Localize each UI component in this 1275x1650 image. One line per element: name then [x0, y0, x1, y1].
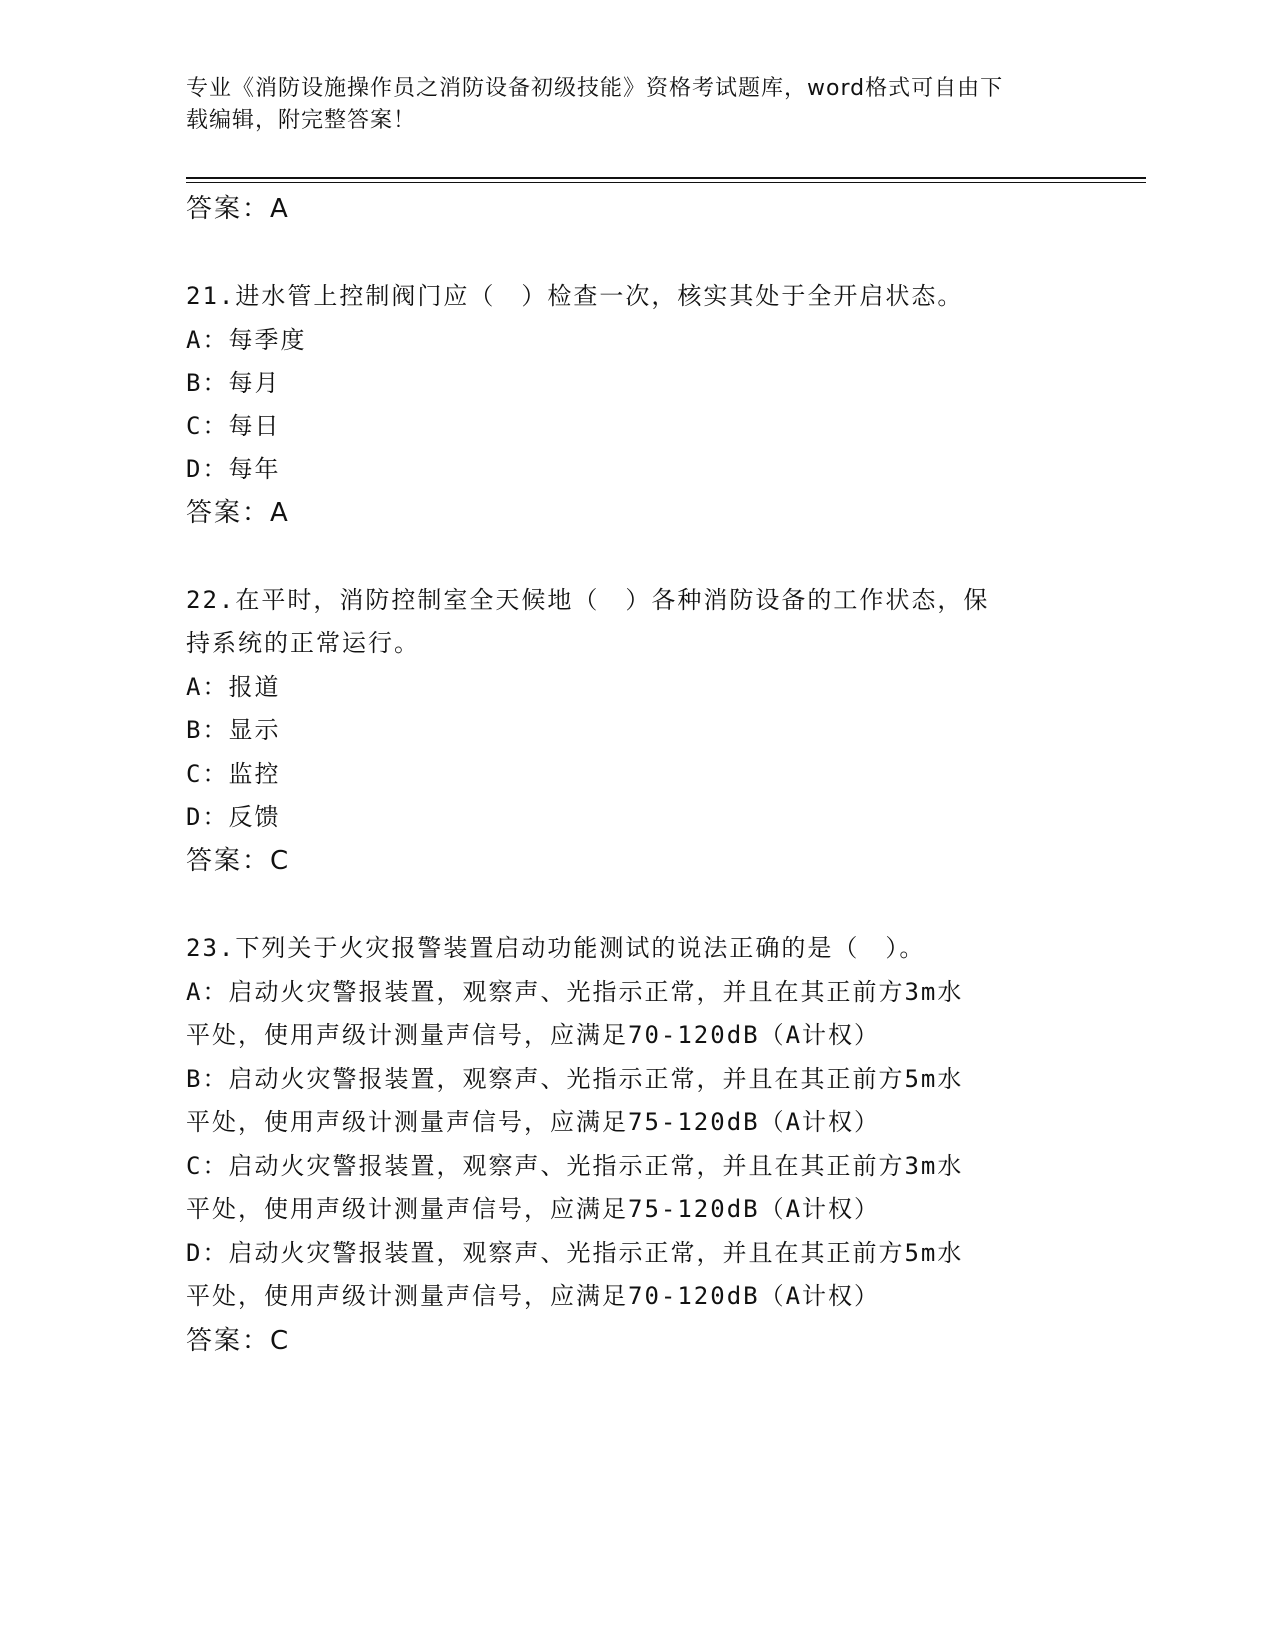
question-21-option-b: B：每月 [186, 369, 281, 397]
question-21-option-d: D：每年 [186, 455, 281, 483]
question-21-stem: 21.进水管上控制阀门应（ ）检查一次，核实其处于全开启状态。 [186, 282, 964, 310]
header-line-1: 专业《消防设施操作员之消防设备初级技能》资格考试题库，word格式可自由下 [186, 76, 1004, 101]
header-rule-thick [186, 177, 1146, 179]
question-23-option-d-line-1: D：启动火灾警报装置，观察声、光指示正常，并且在其正前方5m水 [186, 1239, 964, 1267]
header-line-2: 载编辑，附完整答案！ [186, 108, 417, 133]
question-21-option-c: C：每日 [186, 412, 281, 440]
question-22-option-a: A：报道 [186, 673, 281, 701]
question-23-option-c-line-1: C：启动火灾警报装置，观察声、光指示正常，并且在其正前方3m水 [186, 1152, 964, 1180]
question-22-stem-line-1: 22.在平时，消防控制室全天候地（ ）各种消防设备的工作状态，保 [186, 586, 990, 614]
question-23-stem: 23.下列关于火灾报警装置启动功能测试的说法正确的是（ ）。 [186, 934, 926, 962]
question-23-option-d-line-2: 平处，使用声级计测量声信号，应满足70-120dB（A计权） [186, 1282, 881, 1310]
question-21-answer: 答案：A [186, 498, 290, 528]
page-header [186, 73, 1066, 137]
question-23-option-c-line-2: 平处，使用声级计测量声信号，应满足75-120dB（A计权） [186, 1195, 881, 1223]
question-22-stem-line-2: 持系统的正常运行。 [186, 629, 420, 657]
question-23-option-b-line-1: B：启动火灾警报装置，观察声、光指示正常，并且在其正前方5m水 [186, 1065, 964, 1093]
question-23-option-a-line-2: 平处，使用声级计测量声信号，应满足70-120dB（A计权） [186, 1021, 881, 1049]
question-23-answer: 答案：C [186, 1326, 291, 1356]
header-rule-thin [186, 182, 1146, 183]
previous-answer: 答案：A [186, 194, 290, 224]
question-23-option-b-line-2: 平处，使用声级计测量声信号，应满足75-120dB（A计权） [186, 1108, 881, 1136]
question-23-option-a-line-1: A：启动火灾警报装置，观察声、光指示正常，并且在其正前方3m水 [186, 978, 964, 1006]
question-22-option-b: B：显示 [186, 716, 281, 744]
question-21-option-a: A：每季度 [186, 326, 307, 354]
question-22-answer: 答案：C [186, 846, 291, 876]
question-22-option-d: D：反馈 [186, 803, 281, 831]
question-22-option-c: C：监控 [186, 760, 281, 788]
